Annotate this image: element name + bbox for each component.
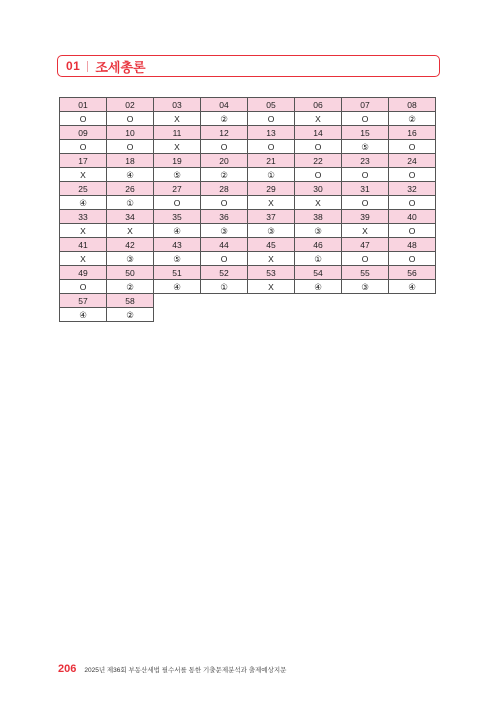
answer-cell: X — [60, 224, 107, 238]
question-number-row — [60, 182, 436, 196]
answer-cell: O — [201, 196, 248, 210]
question-number-row — [60, 238, 436, 252]
section-title: 조세총론 — [95, 59, 146, 75]
question-number-cell: 54 — [295, 266, 342, 280]
answer-cell: O — [295, 168, 342, 182]
question-number-cell: 56 — [389, 266, 436, 280]
question-number-cell: 43 — [154, 238, 201, 252]
question-number-cell: 19 — [154, 154, 201, 168]
answer-cell: ② — [201, 112, 248, 126]
answer-cell: O — [342, 168, 389, 182]
question-number-cell: 32 — [389, 182, 436, 196]
answer-cell: ② — [107, 308, 154, 322]
question-number-cell: 11 — [154, 126, 201, 140]
empty-cell — [295, 308, 342, 322]
question-number-cell: 49 — [60, 266, 107, 280]
question-number-cell: 08 — [389, 98, 436, 112]
answer-row — [60, 112, 436, 126]
question-number-cell: 04 — [201, 98, 248, 112]
question-number-cell: 29 — [248, 182, 295, 196]
answer-cell: O — [107, 112, 154, 126]
question-number-cell: 30 — [295, 182, 342, 196]
answer-cell: X — [154, 140, 201, 154]
answer-cell: ① — [201, 280, 248, 294]
section-number: 01 — [66, 59, 81, 73]
question-number-cell: 28 — [201, 182, 248, 196]
answer-cell: ④ — [60, 196, 107, 210]
answer-cell: ① — [248, 168, 295, 182]
answer-cell: O — [389, 168, 436, 182]
question-number-cell: 44 — [201, 238, 248, 252]
answer-cell: ⑤ — [154, 252, 201, 266]
question-number-cell: 58 — [107, 294, 154, 308]
question-number-cell: 10 — [107, 126, 154, 140]
answer-cell: O — [342, 112, 389, 126]
answer-cell: ① — [107, 196, 154, 210]
question-number-cell: 06 — [295, 98, 342, 112]
question-number-cell: 33 — [60, 210, 107, 224]
question-number-cell: 41 — [60, 238, 107, 252]
question-number-row — [60, 266, 436, 280]
answer-cell: ③ — [295, 224, 342, 238]
empty-cell — [295, 294, 342, 308]
question-number-row — [60, 210, 436, 224]
answer-cell: ⑤ — [154, 168, 201, 182]
question-number-cell: 53 — [248, 266, 295, 280]
question-number-cell: 02 — [107, 98, 154, 112]
question-number-cell: 03 — [154, 98, 201, 112]
question-number-cell: 38 — [295, 210, 342, 224]
question-number-cell: 23 — [342, 154, 389, 168]
answer-cell: O — [154, 196, 201, 210]
question-number-cell: 16 — [389, 126, 436, 140]
answer-cell: O — [389, 140, 436, 154]
answer-cell: O — [342, 196, 389, 210]
answer-cell: O — [60, 112, 107, 126]
answer-cell: ④ — [295, 280, 342, 294]
empty-cell — [201, 308, 248, 322]
empty-cell — [248, 294, 295, 308]
answer-cell: X — [60, 168, 107, 182]
section-divider — [87, 61, 88, 72]
answer-cell: ③ — [342, 280, 389, 294]
question-number-cell: 51 — [154, 266, 201, 280]
question-number-cell: 27 — [154, 182, 201, 196]
question-number-cell: 09 — [60, 126, 107, 140]
answer-cell: ② — [201, 168, 248, 182]
answer-cell: X — [248, 252, 295, 266]
question-number-cell: 21 — [248, 154, 295, 168]
question-number-row — [60, 126, 436, 140]
section-header — [57, 55, 440, 77]
answer-cell: O — [342, 252, 389, 266]
answer-cell: ④ — [60, 308, 107, 322]
answer-row — [60, 168, 436, 182]
question-number-row — [60, 294, 436, 308]
answer-cell: X — [107, 224, 154, 238]
answer-cell: ③ — [248, 224, 295, 238]
answer-row — [60, 196, 436, 210]
question-number-cell: 01 — [60, 98, 107, 112]
question-number-cell: 31 — [342, 182, 389, 196]
answer-cell: O — [295, 140, 342, 154]
question-number-cell: 05 — [248, 98, 295, 112]
footer-book-title: 2025년 제36회 부동산세법 필수서를 통한 기출문제분석과 출제예상지문 — [84, 667, 287, 674]
question-number-cell: 35 — [154, 210, 201, 224]
answer-cell: X — [248, 280, 295, 294]
question-number-cell: 13 — [248, 126, 295, 140]
question-number-cell: 20 — [201, 154, 248, 168]
answer-table — [59, 97, 436, 322]
empty-cell — [248, 308, 295, 322]
question-number-cell: 15 — [342, 126, 389, 140]
empty-cell — [154, 308, 201, 322]
question-number-cell: 47 — [342, 238, 389, 252]
question-number-cell: 40 — [389, 210, 436, 224]
question-number-cell: 45 — [248, 238, 295, 252]
question-number-row — [60, 154, 436, 168]
question-number-cell: 17 — [60, 154, 107, 168]
answer-cell: ④ — [389, 280, 436, 294]
answer-cell: X — [154, 112, 201, 126]
empty-cell — [342, 308, 389, 322]
answer-row — [60, 224, 436, 238]
empty-cell — [154, 294, 201, 308]
question-number-cell: 50 — [107, 266, 154, 280]
answer-cell: ① — [295, 252, 342, 266]
page-footer — [58, 663, 286, 675]
empty-cell — [201, 294, 248, 308]
question-number-cell: 36 — [201, 210, 248, 224]
answer-cell: X — [295, 196, 342, 210]
question-number-cell: 42 — [107, 238, 154, 252]
question-number-cell: 55 — [342, 266, 389, 280]
answer-cell: O — [248, 140, 295, 154]
question-number-cell: 18 — [107, 154, 154, 168]
empty-cell — [389, 308, 436, 322]
answer-row — [60, 252, 436, 266]
empty-cell — [342, 294, 389, 308]
answer-cell: ③ — [201, 224, 248, 238]
answer-cell: ② — [107, 280, 154, 294]
answer-cell: O — [248, 112, 295, 126]
answer-cell: X — [60, 252, 107, 266]
page-number: 206 — [58, 663, 77, 675]
question-number-cell: 37 — [248, 210, 295, 224]
question-number-cell: 12 — [201, 126, 248, 140]
empty-cell — [389, 294, 436, 308]
question-number-cell: 46 — [295, 238, 342, 252]
question-number-cell: 57 — [60, 294, 107, 308]
answer-cell: O — [60, 280, 107, 294]
answer-cell: ④ — [154, 280, 201, 294]
answer-cell: ④ — [154, 224, 201, 238]
answer-cell: ② — [389, 112, 436, 126]
question-number-cell: 24 — [389, 154, 436, 168]
answer-cell: ⑤ — [342, 140, 389, 154]
answer-cell: O — [389, 252, 436, 266]
question-number-cell: 39 — [342, 210, 389, 224]
answer-cell: O — [201, 252, 248, 266]
question-number-cell: 48 — [389, 238, 436, 252]
question-number-cell: 34 — [107, 210, 154, 224]
question-number-cell: 14 — [295, 126, 342, 140]
question-number-cell: 26 — [107, 182, 154, 196]
answer-row — [60, 140, 436, 154]
answer-cell: X — [295, 112, 342, 126]
answer-cell: X — [248, 196, 295, 210]
question-number-cell: 52 — [201, 266, 248, 280]
question-number-row — [60, 98, 436, 112]
question-number-cell: 25 — [60, 182, 107, 196]
question-number-cell: 07 — [342, 98, 389, 112]
answer-cell: O — [389, 196, 436, 210]
answer-cell: ④ — [107, 168, 154, 182]
answer-cell: X — [342, 224, 389, 238]
answer-cell: ③ — [107, 252, 154, 266]
answer-cell: O — [201, 140, 248, 154]
answer-cell: O — [60, 140, 107, 154]
question-number-cell: 22 — [295, 154, 342, 168]
answer-cell: O — [389, 224, 436, 238]
answer-cell: O — [107, 140, 154, 154]
answer-row — [60, 308, 436, 322]
answer-row — [60, 280, 436, 294]
